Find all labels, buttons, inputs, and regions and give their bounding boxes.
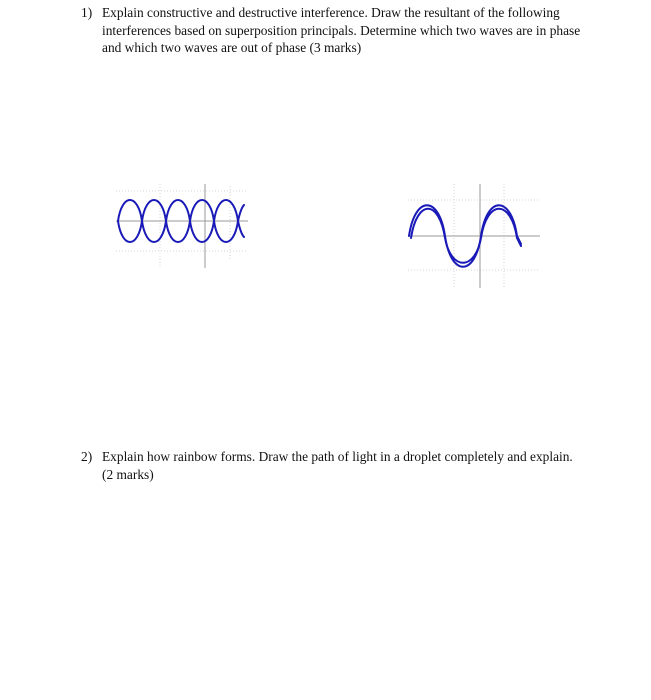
question-1	[81, 4, 626, 57]
question-line: Explain constructive and destructive interference. Draw the resultant of the following	[102, 5, 560, 20]
question-line: Explain how rainbow forms. Draw the path of light in a droplet completely and explain.	[102, 449, 573, 464]
constructive-interference-figure	[404, 180, 544, 292]
grid-lines	[116, 184, 248, 268]
question-line: (2 marks)	[102, 466, 154, 482]
destructive-interference-figure	[112, 180, 252, 272]
question-line: and which two waves are out of phase (3 marks)	[102, 40, 362, 55]
question-line: interferences based on superposition principals. Determine which two waves are in phase	[102, 22, 581, 38]
question-text	[102, 4, 626, 57]
question-number: 1)	[81, 5, 93, 20]
question-text	[102, 448, 626, 483]
question-number: 2)	[81, 449, 93, 464]
question-2	[81, 448, 626, 483]
